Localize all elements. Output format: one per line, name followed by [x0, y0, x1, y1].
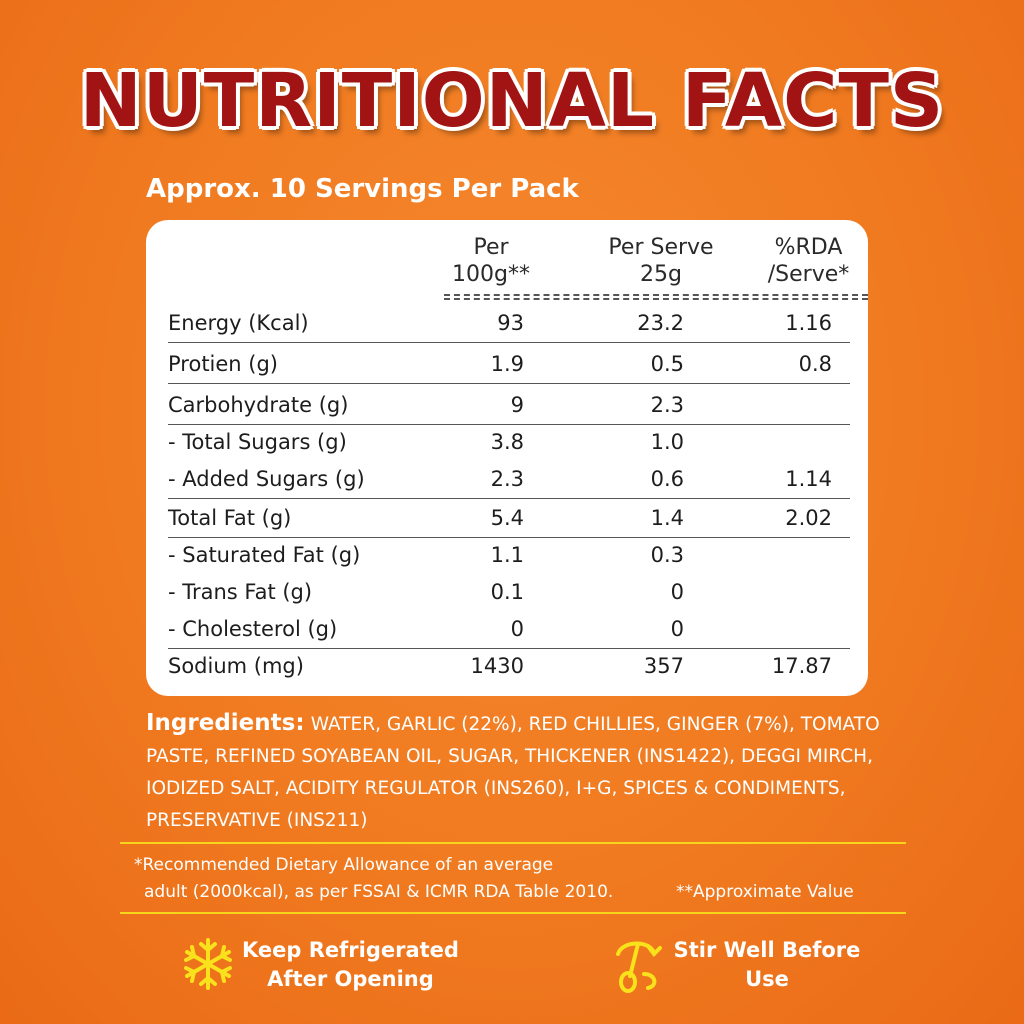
ingredients-text: WATER, GARLIC (22%), RED CHILLIES, GINGER (7%), TOMATO PASTE, REFINED SOYABEAN OIL, SUGAR, THICKENER (INS1422), DEGGI MIRCH, IODIZED SALT, ACIDITY REGULATOR (INS260), I+G, SPICES & CONDIMENTS, PRESERVATIVE (INS211)	[146, 714, 880, 831]
header-per-serve: Per Serve 25g	[608, 235, 714, 287]
table-row: Protien (g) 1.9 0.5 0.8	[168, 347, 850, 384]
rda-footnote: *Recommended Dietary Allowance of an average adult (2000kcal), as per FSSAI & ICMR RDA Table 2010.	[134, 855, 614, 902]
approx-footnote: **Approximate Value	[676, 882, 854, 902]
table-body	[168, 306, 850, 686]
refrigerate-instruction: Keep Refrigerated After Opening	[242, 938, 459, 991]
divider-bottom	[120, 912, 906, 914]
table-row: - Cholesterol (g) 0 0	[168, 612, 850, 649]
stir-instruction: Stir Well Before Use	[673, 938, 861, 991]
ingredients-label: Ingredients:	[146, 710, 305, 736]
header-rda: %RDA /Serve*	[767, 235, 850, 287]
stirring-spoon-icon	[608, 934, 664, 994]
table-row: Energy (Kcal) 93 23.2 1.16	[168, 306, 850, 343]
page-title: NUTRITIONAL FACTS	[79, 58, 945, 144]
table-row: - Trans Fat (g) 0.1 0	[168, 580, 684, 604]
divider-top	[120, 842, 906, 844]
servings-per-pack: Approx. 10 Servings Per Pack	[146, 174, 579, 204]
header-divider	[444, 294, 868, 300]
header-per-100g: Per 100g**	[452, 235, 530, 287]
table-row: - Total Sugars (g) 3.8 1.0	[168, 430, 684, 454]
table-row: Total Fat (g) 5.4 1.4 2.02	[168, 501, 850, 538]
table-row: Carbohydrate (g) 9 2.3	[168, 388, 850, 425]
ingredients	[146, 708, 886, 836]
snowflake-icon	[180, 936, 236, 992]
table-row: Sodium (mg) 1430 357 17.87	[168, 654, 832, 678]
nutrition-table	[146, 220, 868, 696]
table-row: - Saturated Fat (g) 1.1 0.3	[168, 543, 684, 567]
table-row: - Added Sugars (g) 2.3 0.6 1.14	[168, 462, 850, 499]
